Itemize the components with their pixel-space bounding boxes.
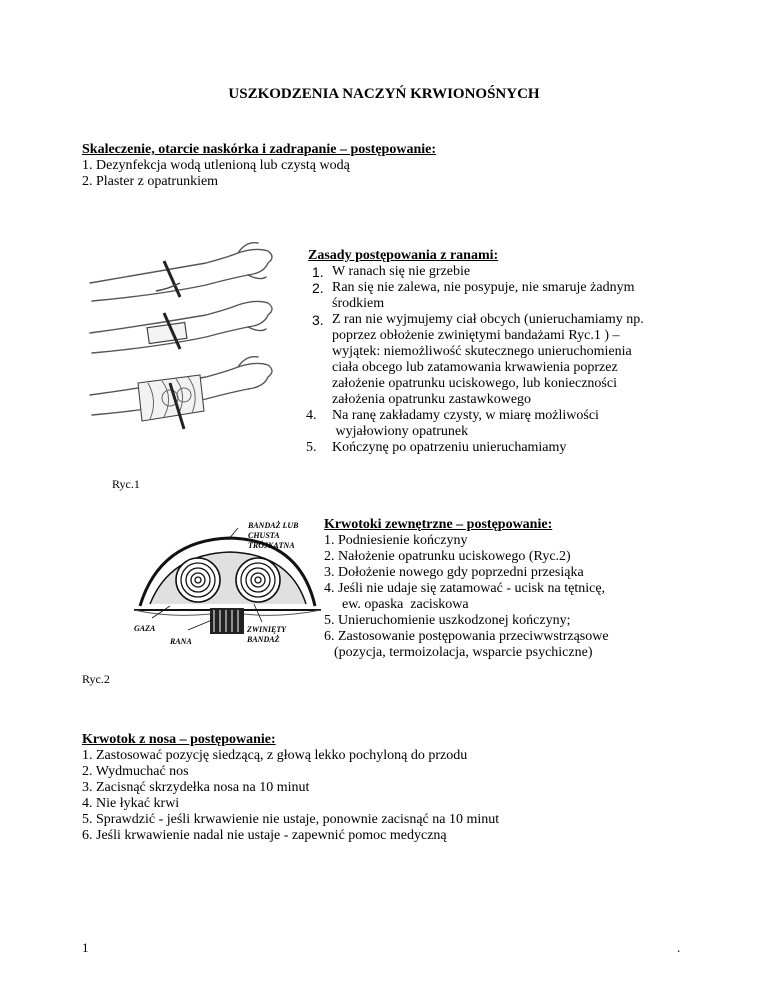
page-number: 1 xyxy=(82,940,89,955)
list-text: ciała obcego lub zatamowania krwawienia poprzez xyxy=(332,360,618,375)
external-bleeding-section xyxy=(324,517,704,661)
list-item: 3. Zacisnąć skrzydełka nosa na 10 minut xyxy=(82,780,310,795)
list-number: 3. xyxy=(312,312,324,328)
list-number: 4. xyxy=(306,408,317,423)
footer-mark: . xyxy=(677,940,681,955)
list-item: 1. Podniesienie kończyny xyxy=(324,533,468,548)
figure-2-caption: Ryc.2 xyxy=(82,672,110,686)
list-number: 1. xyxy=(312,264,324,280)
list-text: założenia opatrunku zastawkowego xyxy=(332,392,532,407)
list-item: 2. Plaster z opatrunkiem xyxy=(82,174,219,189)
figure-2-label-wound: RANA xyxy=(170,637,192,646)
list-text: Na ranę zakładamy czysty, w miarę możliwości xyxy=(332,408,599,423)
list-item xyxy=(302,280,692,312)
list-item: 3. Dołożenie nowego gdy poprzedni przesiąka xyxy=(324,565,584,580)
list-item: 4. Nie łykać krwi xyxy=(82,796,180,811)
list-item: 2. Wydmuchać nos xyxy=(82,764,189,779)
list-item: 1. Zastosować pozycję siedzącą, z głową lekko pochyloną do przodu xyxy=(82,748,468,763)
wound-rules-heading: Zasady postępowania z ranami: xyxy=(308,248,499,263)
list-text: poprzez obłożenie zwiniętymi bandażami Ryc.1 ) – xyxy=(332,328,620,343)
list-item xyxy=(302,264,692,280)
list-text: Kończynę po opatrzeniu unieruchamiamy xyxy=(332,440,567,455)
section-cuts xyxy=(82,142,436,190)
list-text: Z ran nie wyjmujemy ciał obcych (unieruchamiamy np. xyxy=(332,312,644,327)
list-number: 5. xyxy=(306,440,317,455)
list-item: (pozycja, termoizolacja, wsparcie psychiczne) xyxy=(334,645,593,660)
list-number: 2. xyxy=(312,280,324,296)
list-item xyxy=(302,312,692,408)
figure-2-label-bandage: BANDAŻ LUB CHUSTA TRÓJKĄTNA xyxy=(248,521,299,550)
figure-1-caption: Ryc.1 xyxy=(112,477,140,491)
list-item: 4. Jeśli nie udaje się zatamować - ucisk na tętnicę, xyxy=(324,581,606,596)
list-item: 6. Zastosowanie postępowania przeciwwstrząsowe xyxy=(324,629,609,644)
figure-2-label-gauze: GAZA xyxy=(134,624,156,633)
section-cuts-heading: Skaleczenie, otarcie naskórka i zadrapanie – postępowanie: xyxy=(82,142,437,157)
nosebleed-section xyxy=(82,732,499,844)
list-item: 2. Nałożenie opatrunku uciskowego (Ryc.2) xyxy=(324,549,571,564)
list-item: 6. Jeśli krwawienie nadal nie ustaje - zapewnić pomoc medyczną xyxy=(82,828,447,843)
figure-1-arm-illustration xyxy=(88,233,278,458)
list-item: 1. Dezynfekcja wodą utlenioną lub czystą wodą xyxy=(82,158,350,173)
list-text: środkiem xyxy=(332,296,385,311)
figure-2-label-rolled-bandage: ZWINIĘTY BANDAŻ xyxy=(247,625,287,644)
list-text: W ranach się nie grzebie xyxy=(332,264,471,279)
list-item xyxy=(302,440,692,456)
external-bleeding-heading: Krwotoki zewnętrzne – postępowanie: xyxy=(324,517,553,532)
list-text: wyjałowiony opatrunek xyxy=(332,424,469,439)
nosebleed-heading: Krwotok z nosa – postępowanie: xyxy=(82,732,276,747)
list-item: ew. opaska zaciskowa xyxy=(342,597,469,612)
list-text: założenie opatrunku uciskowego, lub konieczności xyxy=(332,376,617,391)
page-title: USZKODZENIA NACZYŃ KRWIONOŚNYCH xyxy=(228,86,540,102)
list-item xyxy=(302,408,692,440)
list-item: 5. Sprawdzić - jeśli krwawienie nie ustaje, ponownie zacisnąć na 10 minut xyxy=(82,812,500,827)
wound-rules xyxy=(302,248,692,456)
list-text: Ran się nie zalewa, nie posypuje, nie smaruje żadnym xyxy=(332,280,635,295)
list-item: 5. Unieruchomienie uszkodzonej kończyny; xyxy=(324,613,571,628)
list-text: wyjątek: niemożliwość skutecznego unieruchomienia xyxy=(332,344,632,359)
